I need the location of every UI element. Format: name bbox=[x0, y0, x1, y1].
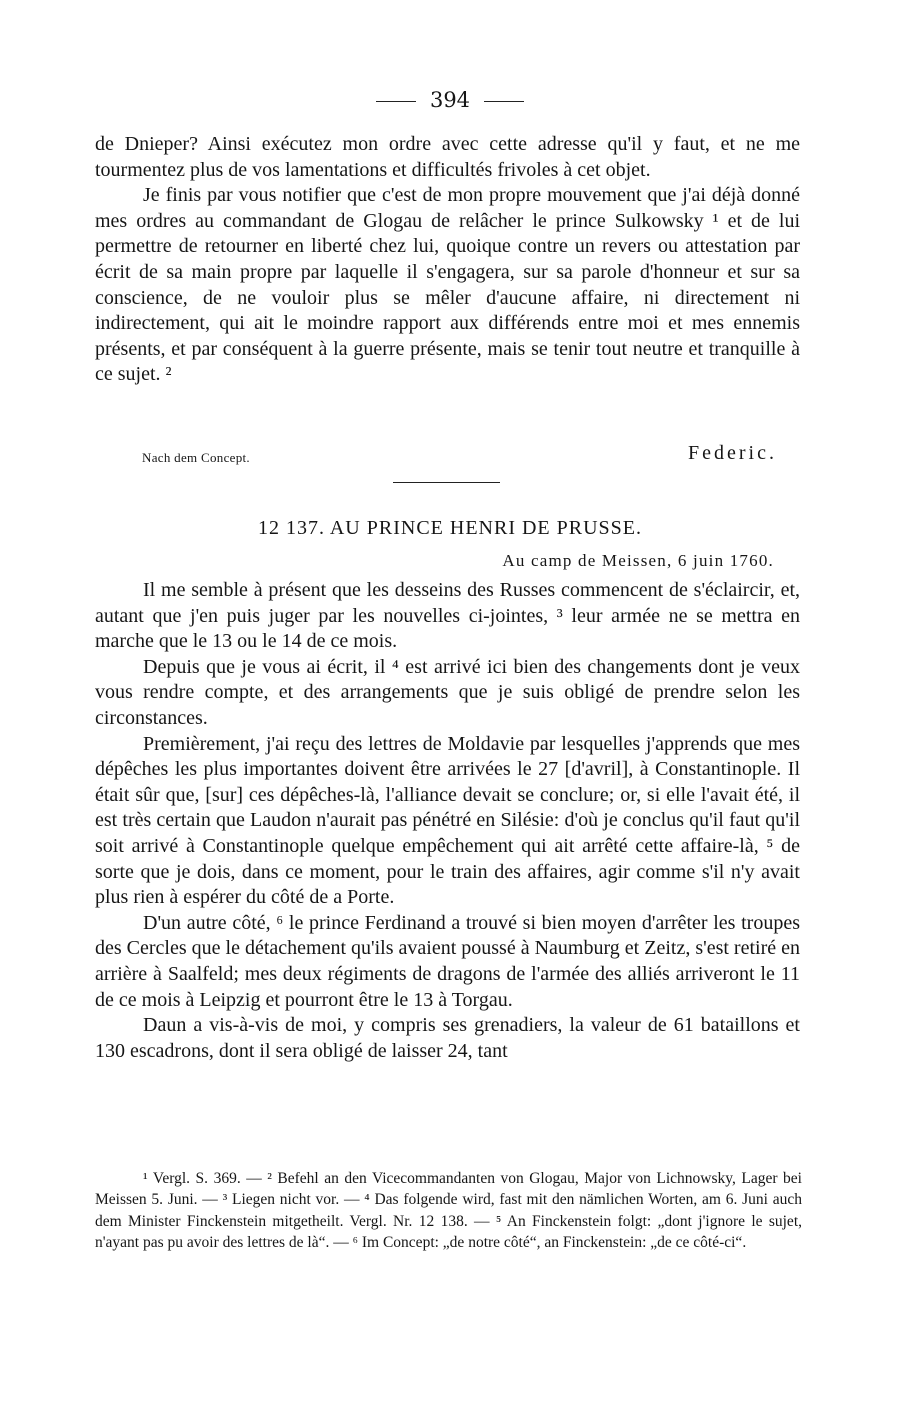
letter-title: 12 137. AU PRINCE HENRI DE PRUSSE. bbox=[257, 517, 643, 539]
source-note: Nach dem Concept. bbox=[142, 450, 250, 465]
signature: Federic. bbox=[688, 442, 777, 464]
paragraph: D'un autre côté, ⁶ le prince Ferdinand a trouvé si bien moyen d'arrêter les troupes des Cercles que le détachement qu'ils avaient poussé à Naumburg et Zeitz, s'est retiré en arrière à Saalfeld; mes deux régiments de dragons de l'armée des alliés arriveront le 11 de ce mois à Leipzig et pourront être le 13 à Torgau. bbox=[95, 911, 800, 1011]
paragraph: de Dnieper? Ainsi exécutez mon ordre avec cette adresse qu'il y faut, et ne me tourmentez plus de vos lamentations et difficultés frivoles à cet objet. bbox=[95, 133, 800, 181]
letter-body bbox=[95, 578, 800, 1064]
footnotes-text: ¹ Vergl. S. 369. — ² Befehl an den Vicecommandanten von Glogau, Major von Lichnowsky, Lager bei Meissen 5. Juni. — ³ Liegen nicht vor. — ⁴ Das folgende wird, fast mit den nämlichen Worten, am 6. Juni auch dem Minister Finckenstein mitgetheilt. Vergl. Nr. 12 138. — ⁵ An Finckenstein folgt: „dont j'ignore le sujet, n'ayant pas pu avoir des lettres de là“. — ⁶ Im Concept: „de notre côté“, an Finckenstein: „de ce côté-ci“. bbox=[95, 1170, 802, 1252]
paragraph: Je finis par vous notifier que c'est de mon propre mouvement que j'ai déjà donné mes ordres au commandant de Glogau de relâcher le prince Sulkowsky ¹ et de lui permettre de retourner en liberté chez lui, quoique contre un revers ou attestation par écrit de sa main propre par laquelle il s'engagera, sur sa parole d'honneur et sur sa conscience, de ne vouloir plus se mêler d'aucune affaire, ni directement ni indirectement, qui ait le moindre rapport aux différends entre moi et mes ennemis présents, et par conséquent à la guerre présente, mais se tenir tout neutre et tranquille à ce sujet. ² bbox=[95, 184, 800, 386]
closing-row bbox=[95, 442, 777, 470]
section-divider bbox=[393, 482, 500, 483]
page-number: 394 bbox=[429, 88, 471, 112]
paragraph: Il me semble à présent que les desseins des Russes commencent de s'éclaircir, et, autant que j'en puis juger par les nouvelles ci-jointes, ³ leur armée ne se mettra en marche que le 13 ou le 14 de ce mois. bbox=[95, 579, 800, 653]
paragraph: Premièrement, j'ai reçu des lettres de Moldavie par lesquelles j'apprends que mes dépêches les plus importantes doivent être arrivées le 27 [d'avril], à Constantinople. Il était sûr que, [sur] ces dépêches-là, l'alliance devait se conclure; or, si elle l'avait été, il est très certain que Laudon n'aurait pas pénétré en Silésie: d'où je conclus qu'il faut qu'il soit arrivé à Constantinople quelque empêchement qui ait arrêté cette affaire-là, ⁵ de sorte que je dois, dans ce moment, pour le train des affaires, agir comme s'il n'y avait plus rien à espérer du côté de a Porte. bbox=[95, 732, 800, 909]
footnotes bbox=[95, 1168, 802, 1254]
letter-place-date: Au camp de Meissen, 6 juin 1760. bbox=[502, 551, 774, 570]
paragraph: Daun a vis-à-vis de moi, y compris ses grenadiers, la valeur de 61 bataillons et 130 escadrons, dont il sera obligé de laisser 24, tant bbox=[95, 1014, 800, 1062]
paragraph: Depuis que je vous ai écrit, il ⁴ est arrivé ici bien des changements dont je veux vous rendre compte, et des arrangements que je suis obligé de prendre selon les circonstances. bbox=[95, 655, 800, 729]
header-dash-left bbox=[376, 101, 416, 102]
header-dash-right bbox=[484, 101, 524, 102]
page-header bbox=[0, 86, 900, 114]
continuation-text bbox=[95, 132, 800, 388]
